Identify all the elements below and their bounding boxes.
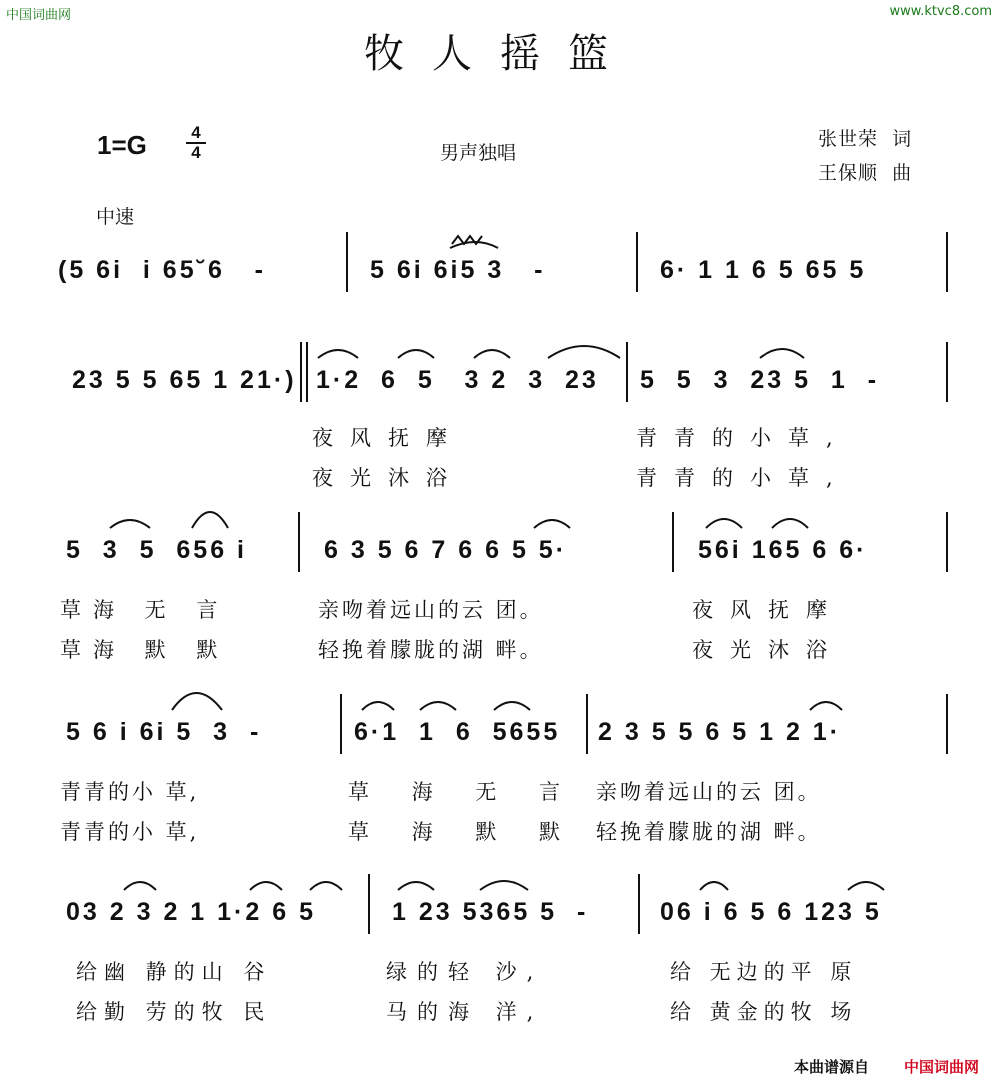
slur <box>398 350 434 358</box>
lyrics-s3-v1-b: 亲吻着远山的云 团。 <box>318 598 544 622</box>
slur <box>474 350 510 358</box>
notes-s5-m3: 06 i 6 5 6 123 5 <box>660 898 882 926</box>
slur <box>760 349 804 358</box>
slur <box>534 520 570 528</box>
lyrics-s5-v2-b: 马的海 洋, <box>386 1000 544 1024</box>
performance-type: 男声独唱 <box>440 142 517 164</box>
lyrics-s2-v1-a: 夜风抚摩 <box>312 426 464 450</box>
footer-site-name: 中国词曲网 <box>904 1058 980 1076</box>
lyrics-s4-v2-a: 青青的小 草, <box>60 820 200 844</box>
notes-s1-m1: (5 6i i 65˘6 - <box>58 256 267 284</box>
slur <box>172 693 222 710</box>
lyrics-s5-v1-c: 给 无边的平 原 <box>670 960 858 984</box>
notes-s2-m1: 23 5 5 65 1 21·) <box>72 366 297 394</box>
notes-s1-m2: 5 6i 6i5 3 - <box>370 256 546 284</box>
lyrics-s2-v2-a: 夜光沐浴 <box>312 466 464 490</box>
lyrics-s5-v2-c: 给 黄金的牧 场 <box>670 1000 858 1024</box>
slur <box>362 702 394 710</box>
lyrics-s3-v1-a: 草海 无 言 <box>60 598 230 622</box>
slur <box>420 702 456 710</box>
slur <box>548 346 620 358</box>
slur <box>110 520 150 528</box>
lyrics-s5-v1-b: 绿的轻 沙, <box>386 960 544 984</box>
notes-s3-m2: 6 3 5 6 7 6 6 5 5· <box>324 536 568 564</box>
slur <box>310 882 342 890</box>
composer: 王保顺 曲 <box>818 162 913 184</box>
lyricist: 张世荣 词 <box>818 128 913 150</box>
slur <box>810 702 842 710</box>
slur <box>480 881 528 890</box>
notes-s3-m3: 56i 165 6 6· <box>698 536 868 564</box>
lyrics-s4-v2-b: 草 海 默 默 <box>348 820 579 844</box>
lyrics-s3-v1-c: 夜风抚摩 <box>692 598 844 622</box>
slur <box>706 519 742 528</box>
notes-s4-m2: 6·1 1 6 5655 <box>354 718 561 746</box>
notes-s1-m3: 6· 1 1 6 5 65 5 <box>660 256 867 284</box>
lyrics-s5-v2-a: 给勤 劳的牧 民 <box>76 1000 272 1024</box>
notes-s4-m3: 2 3 5 5 6 5 1 2 1· <box>598 718 842 746</box>
slur <box>192 512 228 528</box>
notes-s4-m1: 5 6 i 6i 5 3 - <box>66 718 262 746</box>
time-signature-top: 4 <box>186 124 206 144</box>
slur <box>772 519 808 528</box>
time-signature-bottom: 4 <box>191 143 201 162</box>
lyrics-s3-v2-b: 轻挽着朦胧的湖 畔。 <box>318 638 544 662</box>
slur <box>700 882 728 890</box>
lyrics-s5-v1-a: 给幽 静的山 谷 <box>76 960 272 984</box>
tempo-marking: 中速 <box>96 206 135 228</box>
lyrics-s3-v2-a: 草海 默 默 <box>60 638 230 662</box>
watermark-left: 中国词曲网 <box>6 8 72 23</box>
notes-s5-m2: 1 23 5365 5 - <box>392 898 589 926</box>
footer-source-text: 本曲谱源自 <box>794 1058 870 1076</box>
song-title: 牧人摇篮 <box>364 31 636 77</box>
lyrics-s2-v1-b: 青青的小草, <box>636 426 850 450</box>
lyrics-s3-v2-c: 夜光沐浴 <box>692 638 844 662</box>
lyrics-s4-v1-c: 亲吻着远山的云 团。 <box>596 780 822 804</box>
lyrics-s2-v2-b: 青青的小草, <box>636 466 850 490</box>
notes-s2-m3: 5 5 3 23 5 1 - <box>640 366 880 394</box>
slur <box>398 882 434 890</box>
slur <box>848 882 884 890</box>
slur <box>494 702 530 710</box>
key-signature: 1=G <box>97 130 147 160</box>
slur <box>318 350 358 358</box>
lyrics-s4-v2-c: 轻挽着朦胧的湖 畔。 <box>596 820 822 844</box>
notes-s3-m1: 5 3 5 656 i <box>66 536 247 564</box>
slur <box>250 882 282 890</box>
watermark-right: www.ktvc8.com <box>889 4 992 19</box>
notes-s2-m2: 1·2 6 5 3 2 3 23 <box>316 366 599 394</box>
slur <box>124 882 156 890</box>
notes-s5-m1: 03 2 3 2 1 1·2 6 5 <box>66 898 316 926</box>
lyrics-s4-v1-a: 青青的小 草, <box>60 780 200 804</box>
lyrics-s4-v1-b: 草 海 无 言 <box>348 780 579 804</box>
